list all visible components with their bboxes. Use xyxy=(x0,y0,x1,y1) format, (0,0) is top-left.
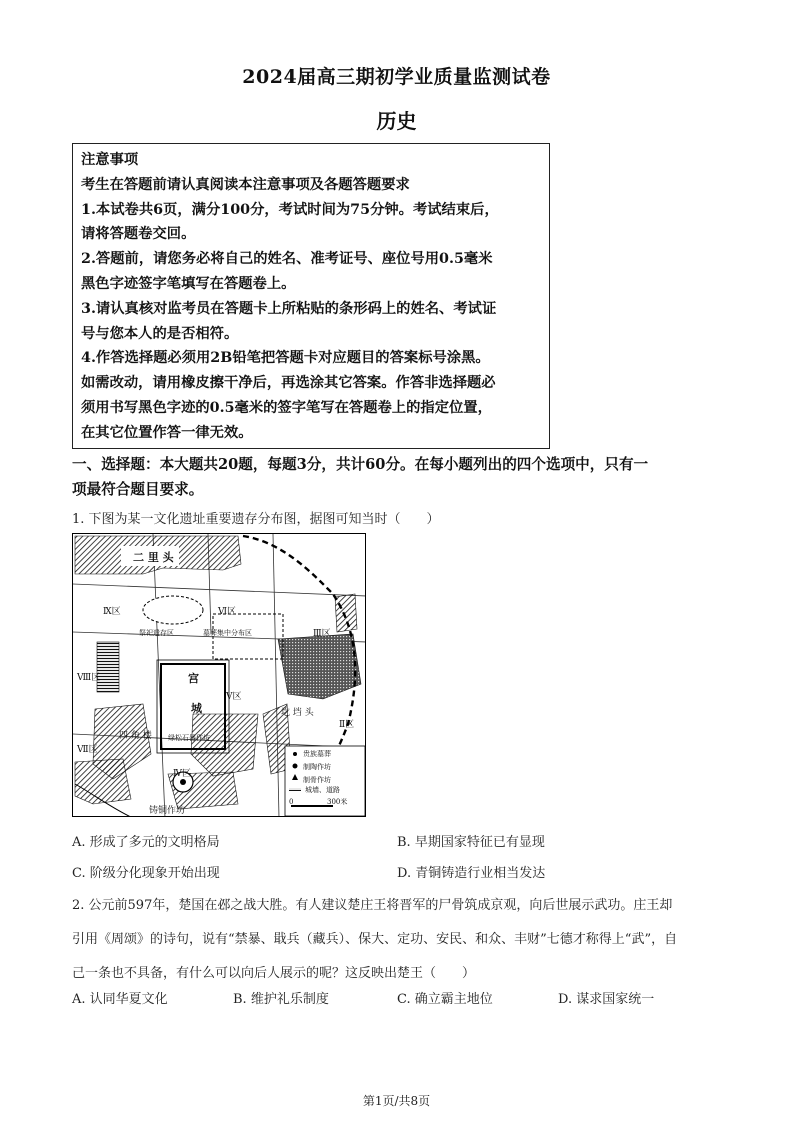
section-line: 一、选择题：本大题共20题，每题3分，共计60分。在每小题列出的四个选项中，只有一 xyxy=(72,456,649,473)
question-2-stem xyxy=(72,889,722,991)
exam-title: 2024届高三期初学业质量监测试卷 xyxy=(242,66,551,88)
legend-bone: 制骨作坊 xyxy=(303,776,331,784)
notice-box xyxy=(72,143,550,449)
ritual-area xyxy=(143,596,203,624)
label-zone-9: Ⅸ区 xyxy=(103,607,121,617)
notice-line: 号与您本人的是否相符。 xyxy=(81,325,239,342)
label-city: 城 xyxy=(191,702,202,715)
notice-line: 考生在答题前请认真阅读本注意事项及各题答题要求 xyxy=(81,176,410,193)
legend-walls-roads: 城墙、道路 xyxy=(305,786,340,794)
label-turquoise-workshop: 绿松石器作坊 xyxy=(168,734,210,742)
q2-option-b[interactable]: B. 维护礼乐制度 xyxy=(233,992,329,1007)
scale-max: 300米 xyxy=(327,798,348,806)
notice-line: 2.答题前，请您务必将自己的姓名、准考证号、座位号用0.5毫米 xyxy=(81,251,493,268)
q1-option-d[interactable]: D. 青铜铸造行业相当发达 xyxy=(397,866,546,881)
page-number: 第1页/共8页 xyxy=(362,1094,431,1108)
q2-option-a[interactable]: A. 认同华夏文化 xyxy=(72,992,168,1007)
subject-title: 历史 xyxy=(376,109,417,133)
q2-line: 2. 公元前597年，楚国在邲之战大胜。有人建议楚庄王将晋军的尸骨筑成京观，向后世展示武功。庄王却 xyxy=(72,898,673,913)
notice-line: 3.请认真核对监考员在答题卡上所粘贴的条形码上的姓名、考试证 xyxy=(81,300,497,317)
label-zone-5: Ⅴ区 xyxy=(226,692,242,702)
legend-pottery: 制陶作坊 xyxy=(303,763,331,771)
label-tomb-area: 墓葬集中分布区 xyxy=(203,629,252,637)
notice-heading: 注意事项 xyxy=(81,152,139,168)
label-bronze-workshop: 铸铜作坊 xyxy=(149,806,186,816)
legend-tombs: 贵族墓葬 xyxy=(303,750,331,758)
notice-line: 4.作答选择题必须用2B铅笔把答题卡对应题目的答案标号涂黑。 xyxy=(81,350,490,367)
label-zone-6: Ⅵ区 xyxy=(218,607,237,617)
q1-option-c[interactable]: C. 阶级分化现象开始出现 xyxy=(72,866,220,881)
label-zone-7: Ⅶ区 xyxy=(77,745,98,755)
section-heading xyxy=(72,452,722,502)
label-ritual-area: 祭祀遗存区 xyxy=(139,629,174,637)
notice-line: 如需改动，请用橡皮擦干净后，再选涂其它答案。作答非选择题必 xyxy=(81,375,496,392)
q1-option-b[interactable]: B. 早期国家特征已有显现 xyxy=(397,835,545,850)
map-drawing xyxy=(73,534,366,817)
scale-zero: 0 xyxy=(289,798,294,806)
question-1-stem: 1. 下图为某一文化遗址重要遗存分布图，据图可知当时（ ） xyxy=(72,512,440,527)
q1-option-a[interactable]: A. 形成了多元的文明格局 xyxy=(72,835,220,850)
site-distribution-map xyxy=(72,533,366,817)
notice-line: 请将答题卷交回。 xyxy=(81,226,196,243)
q2-line: 己一条也不具备，有什么可以向后人展示的呢？这反映出楚王（ ） xyxy=(72,966,476,981)
q2-option-d[interactable]: D. 谋求国家统一 xyxy=(558,992,655,1007)
notice-line: 黑色字迹签字笔填写在答题卷上。 xyxy=(81,275,296,292)
notice-line: 在其它位置作答一律无效。 xyxy=(81,424,253,441)
notice-line: 1.本试卷共6页，满分100分，考试时间为75分钟。考试结束后， xyxy=(81,201,499,218)
notice-line: 须用书写黑色字迹的0.5毫米的签字笔写在答题卷上的指定位置， xyxy=(81,399,492,416)
label-zone-2: Ⅱ区 xyxy=(339,720,355,730)
label-palace: 宫 xyxy=(188,672,199,685)
q2-option-c[interactable]: C. 确立霸主地位 xyxy=(397,992,493,1007)
section-line: 项最符合题目要求。 xyxy=(72,481,204,498)
q2-line: 引用《周颂》的诗句，说有“禁暴、戢兵（藏兵）、保大、定功、安民、和众、丰财”七德才称得上“武”，自 xyxy=(72,932,678,947)
label-erlitou: 二 里 头 xyxy=(133,551,174,564)
label-sijiaolou: 四 角 楼 xyxy=(119,731,152,741)
label-zone-8: Ⅷ区 xyxy=(77,673,101,683)
label-zone-4: Ⅳ区 xyxy=(173,769,191,779)
label-zone-3: Ⅲ区 xyxy=(313,629,331,639)
label-gedangtou: 圪 垱 头 xyxy=(281,708,314,718)
